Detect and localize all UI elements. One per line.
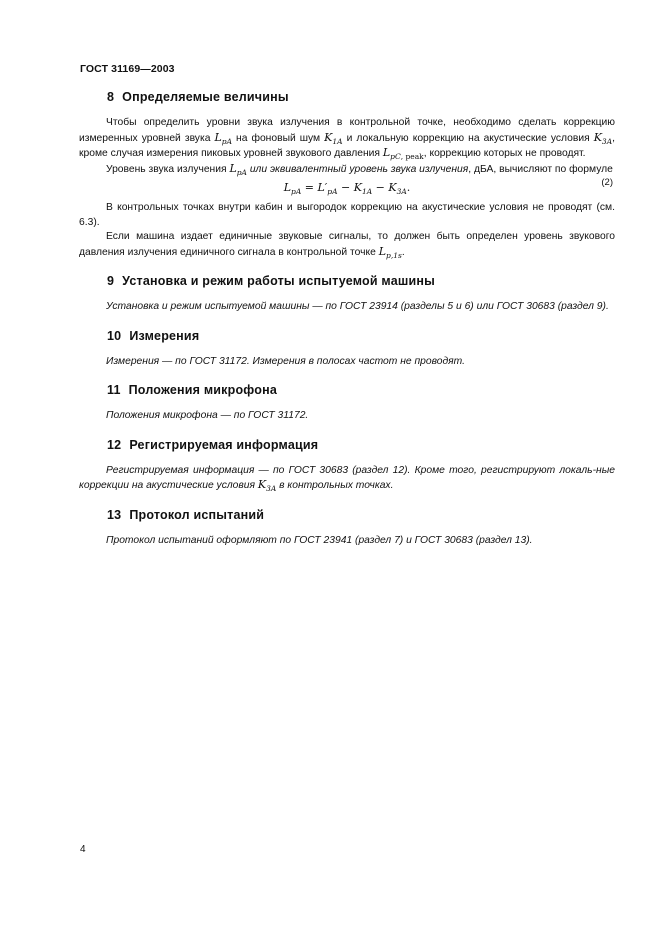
section-title: Определяемые величины [122,90,289,104]
paragraph-11: Положения микрофона — по ГОСТ 31172. [106,410,309,421]
symbol-K-3A: $K_{3A}$ [257,478,277,493]
section-11-heading: 11 Положения микрофона [107,383,277,397]
page-number: 4 [80,844,86,855]
section-12-heading: 12 Регистрируемая информация [107,437,319,452]
section-number: 8 [107,90,115,104]
paragraph-12: Регистрируемая информация — по ГОСТ 30683 (раздел 12). Кроме того, регистрируют локаль-ные коррекции на акустические условия $K_{3A}$ в контрольных точках. [79,464,615,493]
paragraph-8-3: В контрольных точках внутри кабин и выгородок коррекцию на акустические условия не проводят (см. 6.3). [79,202,615,228]
symbol-L-pA: $L_{pA}$ [229,161,247,177]
paragraph-10: Измерения — по ГОСТ 31172. Измерения в полосах частот не проводят. [106,355,465,367]
paragraph-8-1: Чтобы определить уровни звука излучения в контрольной точке, необходимо сделать коррекцию измеренных уровней звука $L_{pA}$ на фоновый шум $K_{1A}$ и локальную коррекцию на акустические условия $K_{3A}$, кроме случая измерения пиковых уровней звукового давления $L_{pC, peak}$, коррекцию которых не проводят. [79,117,615,161]
symbol-L-p1s: $L_{p,1s}$ [378,244,402,260]
formula-number: (2) [601,177,613,188]
symbol-L-pA: $L_{pA}$ [214,130,232,146]
section-13-heading: 13 Протокол испытаний [107,507,265,522]
document-body [79,90,615,548]
section-9-heading: 9 Установка и режим работы испытуемой машины [107,274,435,288]
section-10-heading: 10 Измерения [107,328,200,343]
section-8-heading [79,90,615,104]
formula-2 [79,177,615,201]
standard-header: ГОСТ 31169—2003 [80,63,175,75]
symbol-K-3A: $K_{3A}$ [593,130,613,146]
paragraph-8-2: Уровень звука излучения $L_{pA}$ или эквивалентный уровень звука излучения, дБА, вычисляют по формуле [106,161,613,177]
paragraph-8-4: Если машина издает единичные звуковые сигналы, то должен быть определен уровень звукового давления излучения единичного сигнала в контрольной точке $L_{p,1s}$. [79,231,615,260]
symbol-K-1A: $K_{1A}$ [324,130,343,146]
paragraph-9: Установка и режим испытуемой машины — по ГОСТ 23914 (разделы 5 и 6) или ГОСТ 30683 (раздел 9). [106,301,609,312]
paragraph-13: Протокол испытаний оформляют по ГОСТ 23941 (раздел 7) и ГОСТ 30683 (раздел 13). [106,534,533,546]
symbol-L-pC-peak: $L_{pC, peak}$ [382,146,424,161]
formula-expression: $L_{pA} = L'_{pA} - K_{1A} - K_{3A}$. [283,181,411,197]
